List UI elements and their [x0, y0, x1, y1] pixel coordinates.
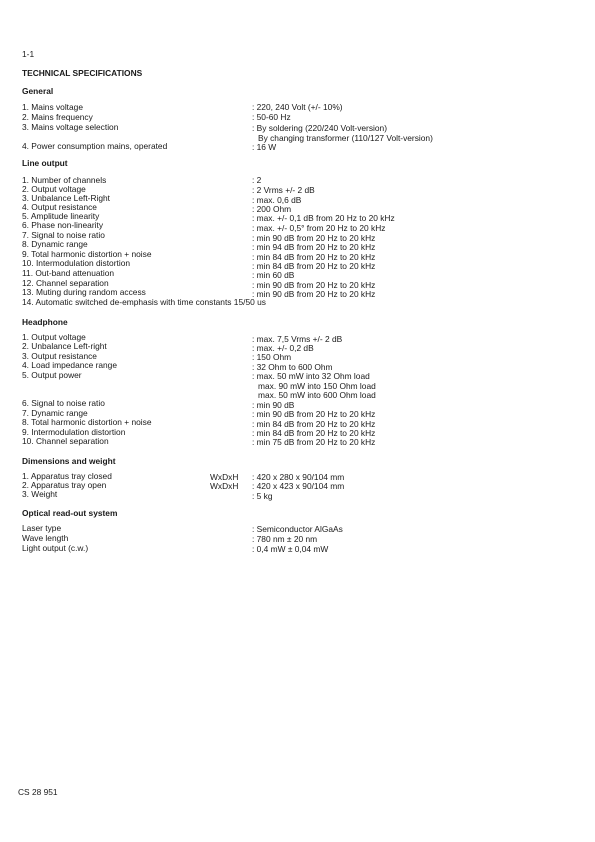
spec-label: 3. Weight [22, 489, 58, 499]
spec-label: 6. Signal to noise ratio [22, 398, 105, 408]
spec-label: 9. Total harmonic distortion + noise [22, 249, 152, 259]
spec-label: 5. Output power [22, 370, 82, 380]
spec-label: 3. Mains voltage selection [22, 122, 119, 132]
spec-value: : By soldering (220/240 Volt-version) [252, 123, 388, 133]
spec-label: 2. Output voltage [22, 184, 86, 194]
spec-value: : 200 Ohm [252, 204, 292, 214]
spec-value: : max. 7,5 Vrms +/- 2 dB [252, 334, 343, 344]
spec-label: 13. Muting during random access [22, 287, 146, 297]
spec-label: 3. Unbalance Left-Right [22, 193, 110, 203]
spec-label: 11. Out-band attenuation [22, 268, 115, 278]
spec-label: Light output (c.w.) [22, 543, 89, 553]
spec-value: : max. +/- 0,1 dB from 20 Hz to 20 kHz [252, 213, 395, 223]
spec-label: 2. Unbalance Left-right [22, 341, 107, 351]
spec-label: 8. Total harmonic distortion + noise [22, 417, 152, 427]
spec-label: 2. Mains frequency [22, 112, 93, 122]
spec-value: : 32 Ohm to 600 Ohm [252, 362, 333, 372]
spec-label: 4. Output resistance [22, 202, 97, 212]
spec-label: Wave length [22, 533, 69, 543]
spec-full-row: 14. Automatic switched de-emphasis with time constants 15/50 us [22, 297, 266, 307]
spec-label: 1. Output voltage [22, 332, 86, 342]
spec-value: : min 84 dB from 20 Hz to 20 kHz [252, 419, 376, 429]
section-heading-optical: Optical read-out system [22, 508, 118, 518]
section-heading-line-output: Line output [22, 158, 68, 168]
dimension-order: WxDxH [210, 481, 239, 491]
dimension-order: WxDxH [210, 472, 239, 482]
spec-value: : min 90 dB from 20 Hz to 20 kHz [252, 289, 376, 299]
spec-label: 7. Dynamic range [22, 408, 88, 418]
spec-label: 5. Amplitude linearity [22, 211, 100, 221]
spec-value: : Semiconductor AlGaAs [252, 524, 343, 534]
spec-label: 4. Load impedance range [22, 360, 117, 370]
document-code: CS 28 951 [18, 787, 58, 797]
spec-value: : 150 Ohm [252, 352, 292, 362]
spec-value: : min 94 dB from 20 Hz to 20 kHz [252, 242, 376, 252]
spec-label: 6. Phase non-linearity [22, 220, 104, 230]
spec-value: : 420 x 280 x 90/104 mm [252, 472, 345, 482]
spec-value: : max. +/- 0,2 dB [252, 343, 314, 353]
spec-value: : 50-60 Hz [252, 112, 291, 122]
section-heading-general: General [22, 86, 54, 96]
section-heading-headphone: Headphone [22, 317, 68, 327]
spec-label: 10. Channel separation [22, 436, 109, 446]
spec-value: : min 90 dB from 20 Hz to 20 kHz [252, 280, 376, 290]
page-number: 1-1 [22, 49, 35, 59]
section-heading-dimensions: Dimensions and weight [22, 456, 116, 466]
spec-value: : 780 nm ± 20 nm [252, 534, 318, 544]
spec-value: : 2 [252, 175, 262, 185]
spec-value: : min 90 dB from 20 Hz to 20 kHz [252, 233, 376, 243]
spec-value: : min 84 dB from 20 Hz to 20 kHz [252, 261, 376, 271]
spec-label: 2. Apparatus tray open [22, 480, 107, 490]
spec-value: : min 75 dB from 20 Hz to 20 kHz [252, 437, 376, 447]
spec-label: 7. Signal to noise ratio [22, 230, 105, 240]
spec-value: : min 90 dB [252, 400, 295, 410]
spec-label: 10. Intermodulation distortion [22, 258, 131, 268]
spec-label: 4. Power consumption mains, operated [22, 141, 168, 151]
spec-label: 9. Intermodulation distortion [22, 427, 126, 437]
spec-value: : 2 Vrms +/- 2 dB [252, 185, 315, 195]
spec-value: : min 90 dB from 20 Hz to 20 kHz [252, 409, 376, 419]
spec-label: 1. Number of channels [22, 175, 107, 185]
spec-label: 1. Apparatus tray closed [22, 471, 112, 481]
spec-value-continuation: max. 50 mW into 600 Ohm load [258, 390, 376, 400]
spec-value: : max. 50 mW into 32 Ohm load [252, 371, 370, 381]
spec-value: : 5 kg [252, 491, 273, 501]
spec-label: Laser type [22, 523, 62, 533]
spec-label: 3. Output resistance [22, 351, 97, 361]
spec-label: 1. Mains voltage [22, 102, 83, 112]
spec-value-continuation: By changing transformer (110/127 Volt-version) [258, 133, 433, 143]
spec-value: : 16 W [252, 142, 277, 152]
spec-value: : max. 0,6 dB [252, 195, 302, 205]
spec-value: : min 84 dB from 20 Hz to 20 kHz [252, 252, 376, 262]
page-title: TECHNICAL SPECIFICATIONS [22, 68, 143, 78]
spec-label: 12. Channel separation [22, 278, 109, 288]
spec-value: : min 60 dB [252, 270, 295, 280]
spec-value: : min 84 dB from 20 Hz to 20 kHz [252, 428, 376, 438]
spec-label: 8. Dynamic range [22, 239, 88, 249]
spec-value: : 220, 240 Volt (+/- 10%) [252, 102, 343, 112]
spec-value: : 0,4 mW ± 0,04 mW [252, 544, 329, 554]
spec-value-continuation: max. 90 mW into 150 Ohm load [258, 381, 376, 391]
spec-value: : 420 x 423 x 90/104 mm [252, 481, 345, 491]
spec-value: : max. +/- 0,5° from 20 Hz to 20 kHz [252, 223, 386, 233]
